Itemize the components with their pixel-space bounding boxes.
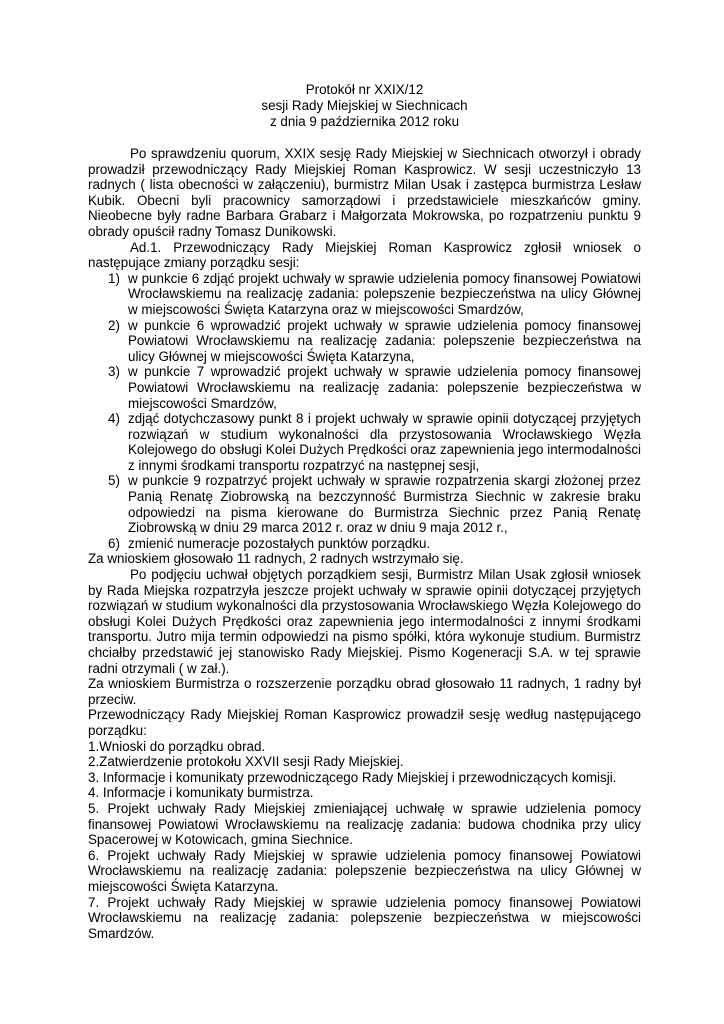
list-item: 5) w punkcie 9 rozpatrzyć projekt uchwały w sprawie rozpatrzenia skargi złożonej przez Panią Renatę Ziobrowską na bezczynność Burmistrza Siechnic w zakresie braku odpowiedzi na pisma kierowane do Burmistrza Siechnic przez Panią Renatę Ziobrowską w dniu 29 marca 2012 r. oraz w dniu 9 maja 2012 r., — [108, 473, 641, 536]
vote-result-1: Za wnioskiem głosowało 11 radnych, 2 radnych wstrzymało się. — [88, 551, 464, 567]
agenda-item: 3. Informacje i komunikaty przewodniczącego Rady Miejskiej i przewodniczących komisji. — [88, 769, 617, 785]
document-page — [88, 82, 641, 941]
title-line-2: sesji Rady Miejskiej w Siechnicach — [261, 98, 468, 113]
agenda-item: 4. Informacje i komunikaty burmistrza. — [88, 785, 314, 801]
agenda-list — [88, 739, 641, 942]
intro-paragraph: Po sprawdzeniu quorum, XXIX sesję Rady Miejskiej w Siechnicach otworzył i obrady prowadził przewodniczący Rady Miejskiej Roman Kasprowicz. W sesji uczestniczyło 13 radnych ( lista obecności w załączeniu), burmistrz Milan Usak i zastępca burmistrza Lesław Kubik. Obecni byli pracownicy samorządowi i przedstawiciele mieszkańców gminy. Nieobecne były radne Barbara Grabarz i Małgorzata Mokrowska, po rozpatrzeniu punktu 9 obrady opuścił radny Tomasz Dunikowski. — [88, 146, 641, 239]
list-item: 3) w punkcie 7 wprowadzić projekt uchwały w sprawie udzielenia pomocy finansowej Powiatowi Wrocławskiemu na realizację zadania: polepszenie bezpieczeństwa w miejscowości Smardzów, — [108, 364, 641, 411]
title-line-1: Protokół nr XXIX/12 — [305, 82, 424, 97]
changes-list — [88, 271, 641, 552]
list-item: 1) w punkcie 6 zdjąć projekt uchwały w sprawie udzielenia pomocy finansowej Powiatowi Wrocławskiemu na realizację zadania: polepszenie bezpieczeństwa na ulicy Głównej w miejscowości Święta Katarzyna oraz w miejscowości Smardzów, — [108, 270, 641, 317]
agenda-intro: Przewodniczący Rady Miejskiej Roman Kasprowicz prowadził sesję według następującego porządku: — [88, 707, 641, 738]
agenda-item: 1.Wnioski do porządku obrad. — [88, 738, 266, 754]
agenda-item: 5. Projekt uchwały Rady Miejskiej zmieniającej uchwałę w sprawie udzielenia pomocy finansowej Powiatowi Wrocławskiemu na realizację zadania: budowa chodnika przy ulicy Spacerowej w Kotowicach, gmina Siechnice. — [88, 800, 641, 848]
agenda-item: 7. Projekt uchwały Rady Miejskiej w sprawie udzielenia pomocy finansowej Powiatowi Wrocławskiemu na realizację zadania: polepszenie bezpieczeństwa w miejscowości Smardzów. — [88, 894, 641, 941]
agenda-item: 6. Projekt uchwały Rady Miejskiej w sprawie udzielenia pomocy finansowej Powiatowi Wrocławskiemu na realizację zadania: polepszenie bezpieczeństwa na ulicy Głównej w miejscowości Święta Katarzyna. — [88, 847, 641, 894]
list-item: 6) zmienić numeracje pozostałych punktów porządku. — [108, 535, 431, 551]
document-title — [88, 82, 641, 130]
list-item: 4) zdjąć dotychczasowy punkt 8 i projekt uchwały w sprawie opinii dotyczącej przyjętych rozwiązań w studium wykonalności dla przystosowania Wrocławskiego Węzła Kolejowego do obsługi Kolei Dużych Prędkości oraz zapewnienia jego intermodalności z innymi środkami transportu rozpatrzyć na następnej sesji, — [108, 411, 641, 473]
list-item: 2) w punkcie 6 wprowadzić projekt uchwały w sprawie udzielenia pomocy finansowej Powiatowi Wrocławskiemu na realizację zadania: polepszenie bezpieczeństwa na ulicy Głównej w miejscowości Święta Katarzyna, — [108, 317, 641, 364]
agenda-item: 2.Zatwierdzenie protokołu XXVII sesji Rady Miejskiej. — [88, 754, 404, 770]
burmistrz-paragraph: Po podjęciu uchwał objętych porządkiem sesji, Burmistrz Milan Usak zgłosił wniosek by Rada Miejska rozpatrzyła jeszcze projekt uchwały w sprawie opinii dotyczącej przyjętych rozwiązań w studium wykonalności dla przystosowania Wrocławskiego Węzła Kolejowego do obsługi Kolei Dużych Prędkości oraz zapewnienia jego intermodalności z innymi środkami transportu. Jutro mija termin odpowiedzi na pismo spółki, która wykonuje studium. Burmistrz chciałby przedstawić jej stanowisko Rady Miejskiej. Pismo Kogeneracji S.A. w tej sprawie radni otrzymali ( w zał.). — [88, 567, 641, 676]
vote-result-2: Za wnioskiem Burmistrza o rozszerzenie porządku obrad głosowało 11 radnych, 1 radny był przeciw. — [88, 676, 641, 707]
title-line-3: z dnia 9 października 2012 roku — [269, 114, 460, 129]
ad1-paragraph: Ad.1. Przewodniczący Rady Miejskiej Roman Kasprowicz zgłosił wniosek o następujące zmiany porządku sesji: — [88, 239, 641, 271]
